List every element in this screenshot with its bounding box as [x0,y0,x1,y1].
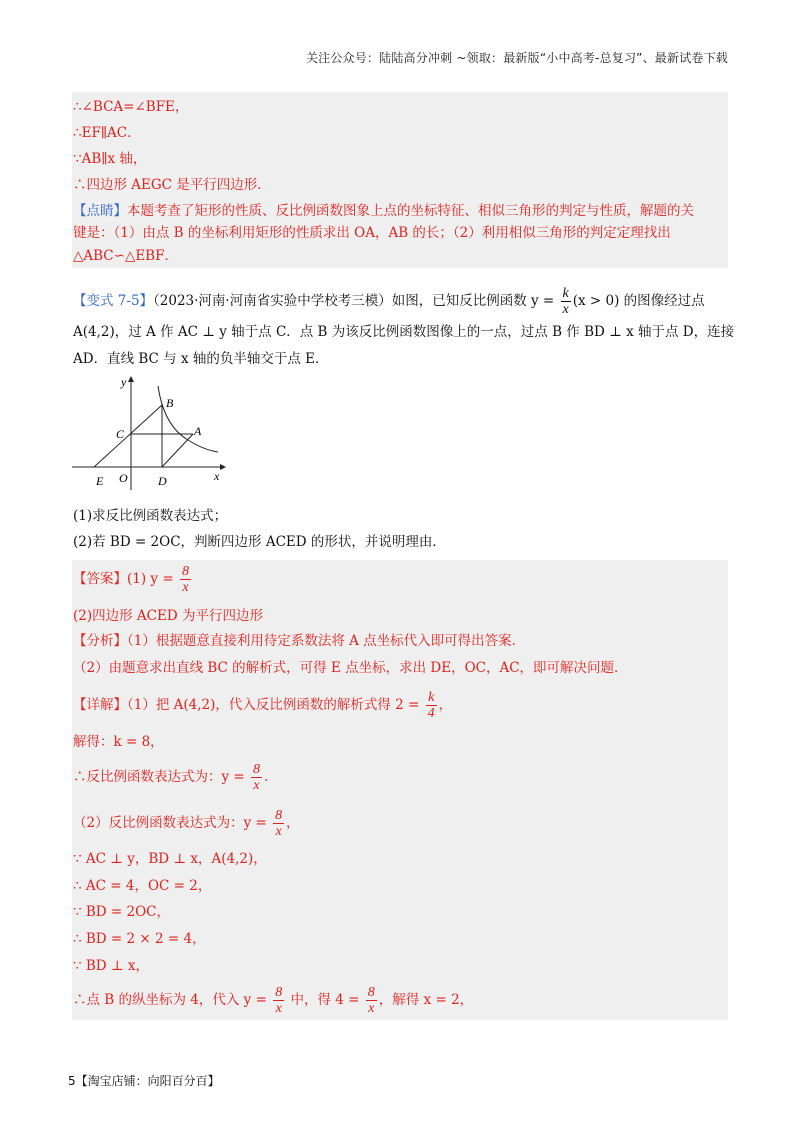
problem-line: AD．直线 BC 与 x 轴的负半轴交于点 E． [73,351,329,367]
segment-AD [162,434,193,467]
label-A: A [194,424,202,438]
step-line: ∴EF∥AC． [73,125,141,141]
fraction: $\frac{k}{4}$ [427,690,435,721]
analysis-line: 【分析】（1）根据题意直接利用待定系数法将 A 点坐标代入即可得出答案． [73,633,526,649]
fraction: $\frac{8}{x}$ [253,762,261,793]
fraction: $\frac{k}{x}$ [562,286,569,317]
detail-line: ∵ BD ⊥ x， [73,958,150,974]
analysis-line: （2）由题意求出直线 BC 的解析式，可得 E 点坐标，求出 DE，OC，AC，即可解决问题． [73,660,628,676]
problem-line: A(4,2)，过 A 作 AC ⊥ y 轴于点 C．点 B 为该反比例函数图像上的一点，过点 B 作 BD ⊥ x 轴于点 D，连接 [73,324,735,340]
answer-label: 【答案】 [73,571,127,587]
fraction: $\frac{8}{x}$ [367,985,375,1016]
label-O: O [119,471,128,485]
problem-text: (x > 0) 的图像经过点 [572,293,705,309]
fraction: $\frac{8}{x}$ [275,808,283,839]
y-axis-arrow [128,376,134,382]
comment-line: △ABC∽△EBF． [73,248,178,264]
comment-label: 【点睛】 [73,203,127,219]
detail-line: ∴点 B 的纵坐标为 4，代入 y = $\frac{8}{x}$ 中，得 4 = $\frac{8}{x}$ ，解得 x = 2， [73,985,474,1016]
label-y: y [121,375,127,389]
page-footer [68,1072,220,1089]
detail-line: （2）反比例函数表达式为：y = $\frac{8}{x}$ ， [73,808,300,839]
comment-line: 键是：（1）由点 B 的坐标利用矩形的性质求出 OA，AB 的长；（2）利用相似三角形的判定定理找出 [73,225,671,241]
label-D: D [158,474,167,488]
page-number: 5 [68,1074,76,1088]
step-line: ∴四边形 AEGC 是平行四边形． [73,177,271,193]
label-x: x [214,469,220,483]
detail-label: 【详解】 [73,697,127,713]
line-EB [94,405,162,467]
question-1: (1)求反比例函数表达式； [73,508,228,524]
label-E: E [96,474,104,488]
detail-line: ∴ AC = 4，OC = 2， [73,878,212,894]
problem-label: 【变式 7-5】 [73,293,154,309]
problem-text: （2023·河南·河南省实验中学校考三模）如图，已知反比例函数 y = [153,293,559,309]
answer-line-2: (2)四边形 ACED 为平行四边形 [73,608,263,624]
page-header: 关注公众号：陆陆高分冲刺 ~领取：最新版“小中高考-总复习”、最新试卷下载 [305,51,728,65]
detail-line: ∵ BD = 2OC， [73,904,171,920]
detail-line: ∴反比例函数表达式为：y = $\frac{8}{x}$ ． [73,762,278,793]
shop-text: 【淘宝店铺：向阳百分百】 [75,1074,220,1088]
detail-line: 【详解】（1）把 A(4,2)，代入反比例函数的解析式得 2 = $\frac{k}{4}$ ， [73,690,453,721]
step-line: ∵AB∥x 轴， [73,151,147,167]
coordinate-figure [70,372,240,492]
detail-line: 解得：k = 8， [73,734,164,750]
analysis-label: 【分析】 [73,633,127,649]
comment-text: 本题考查了矩形的性质、反比例函数图象上点的坐标特征、相似三角形的判定与性质，解题的关 [127,203,694,219]
fraction: $\frac{8}{x}$ [275,985,283,1016]
question-2: (2)若 BD = 2OC，判断四边形 ACED 的形状，并说明理由． [73,534,446,550]
label-B: B [166,396,174,410]
detail-line: ∴ BD = 2 × 2 = 4， [73,931,206,947]
comment-line [73,202,694,220]
step-line: ∴∠BCA=∠BFE， [73,99,189,115]
answer-line-1: 【答案】(1) y = $\frac{8}{x}$ [73,564,189,595]
label-C: C [116,427,125,441]
fraction: $\frac{8}{x}$ [181,564,189,595]
problem-line [73,286,705,317]
detail-line: ∵ AC ⊥ y，BD ⊥ x，A(4,2)， [73,851,267,867]
x-axis-arrow [220,464,226,470]
